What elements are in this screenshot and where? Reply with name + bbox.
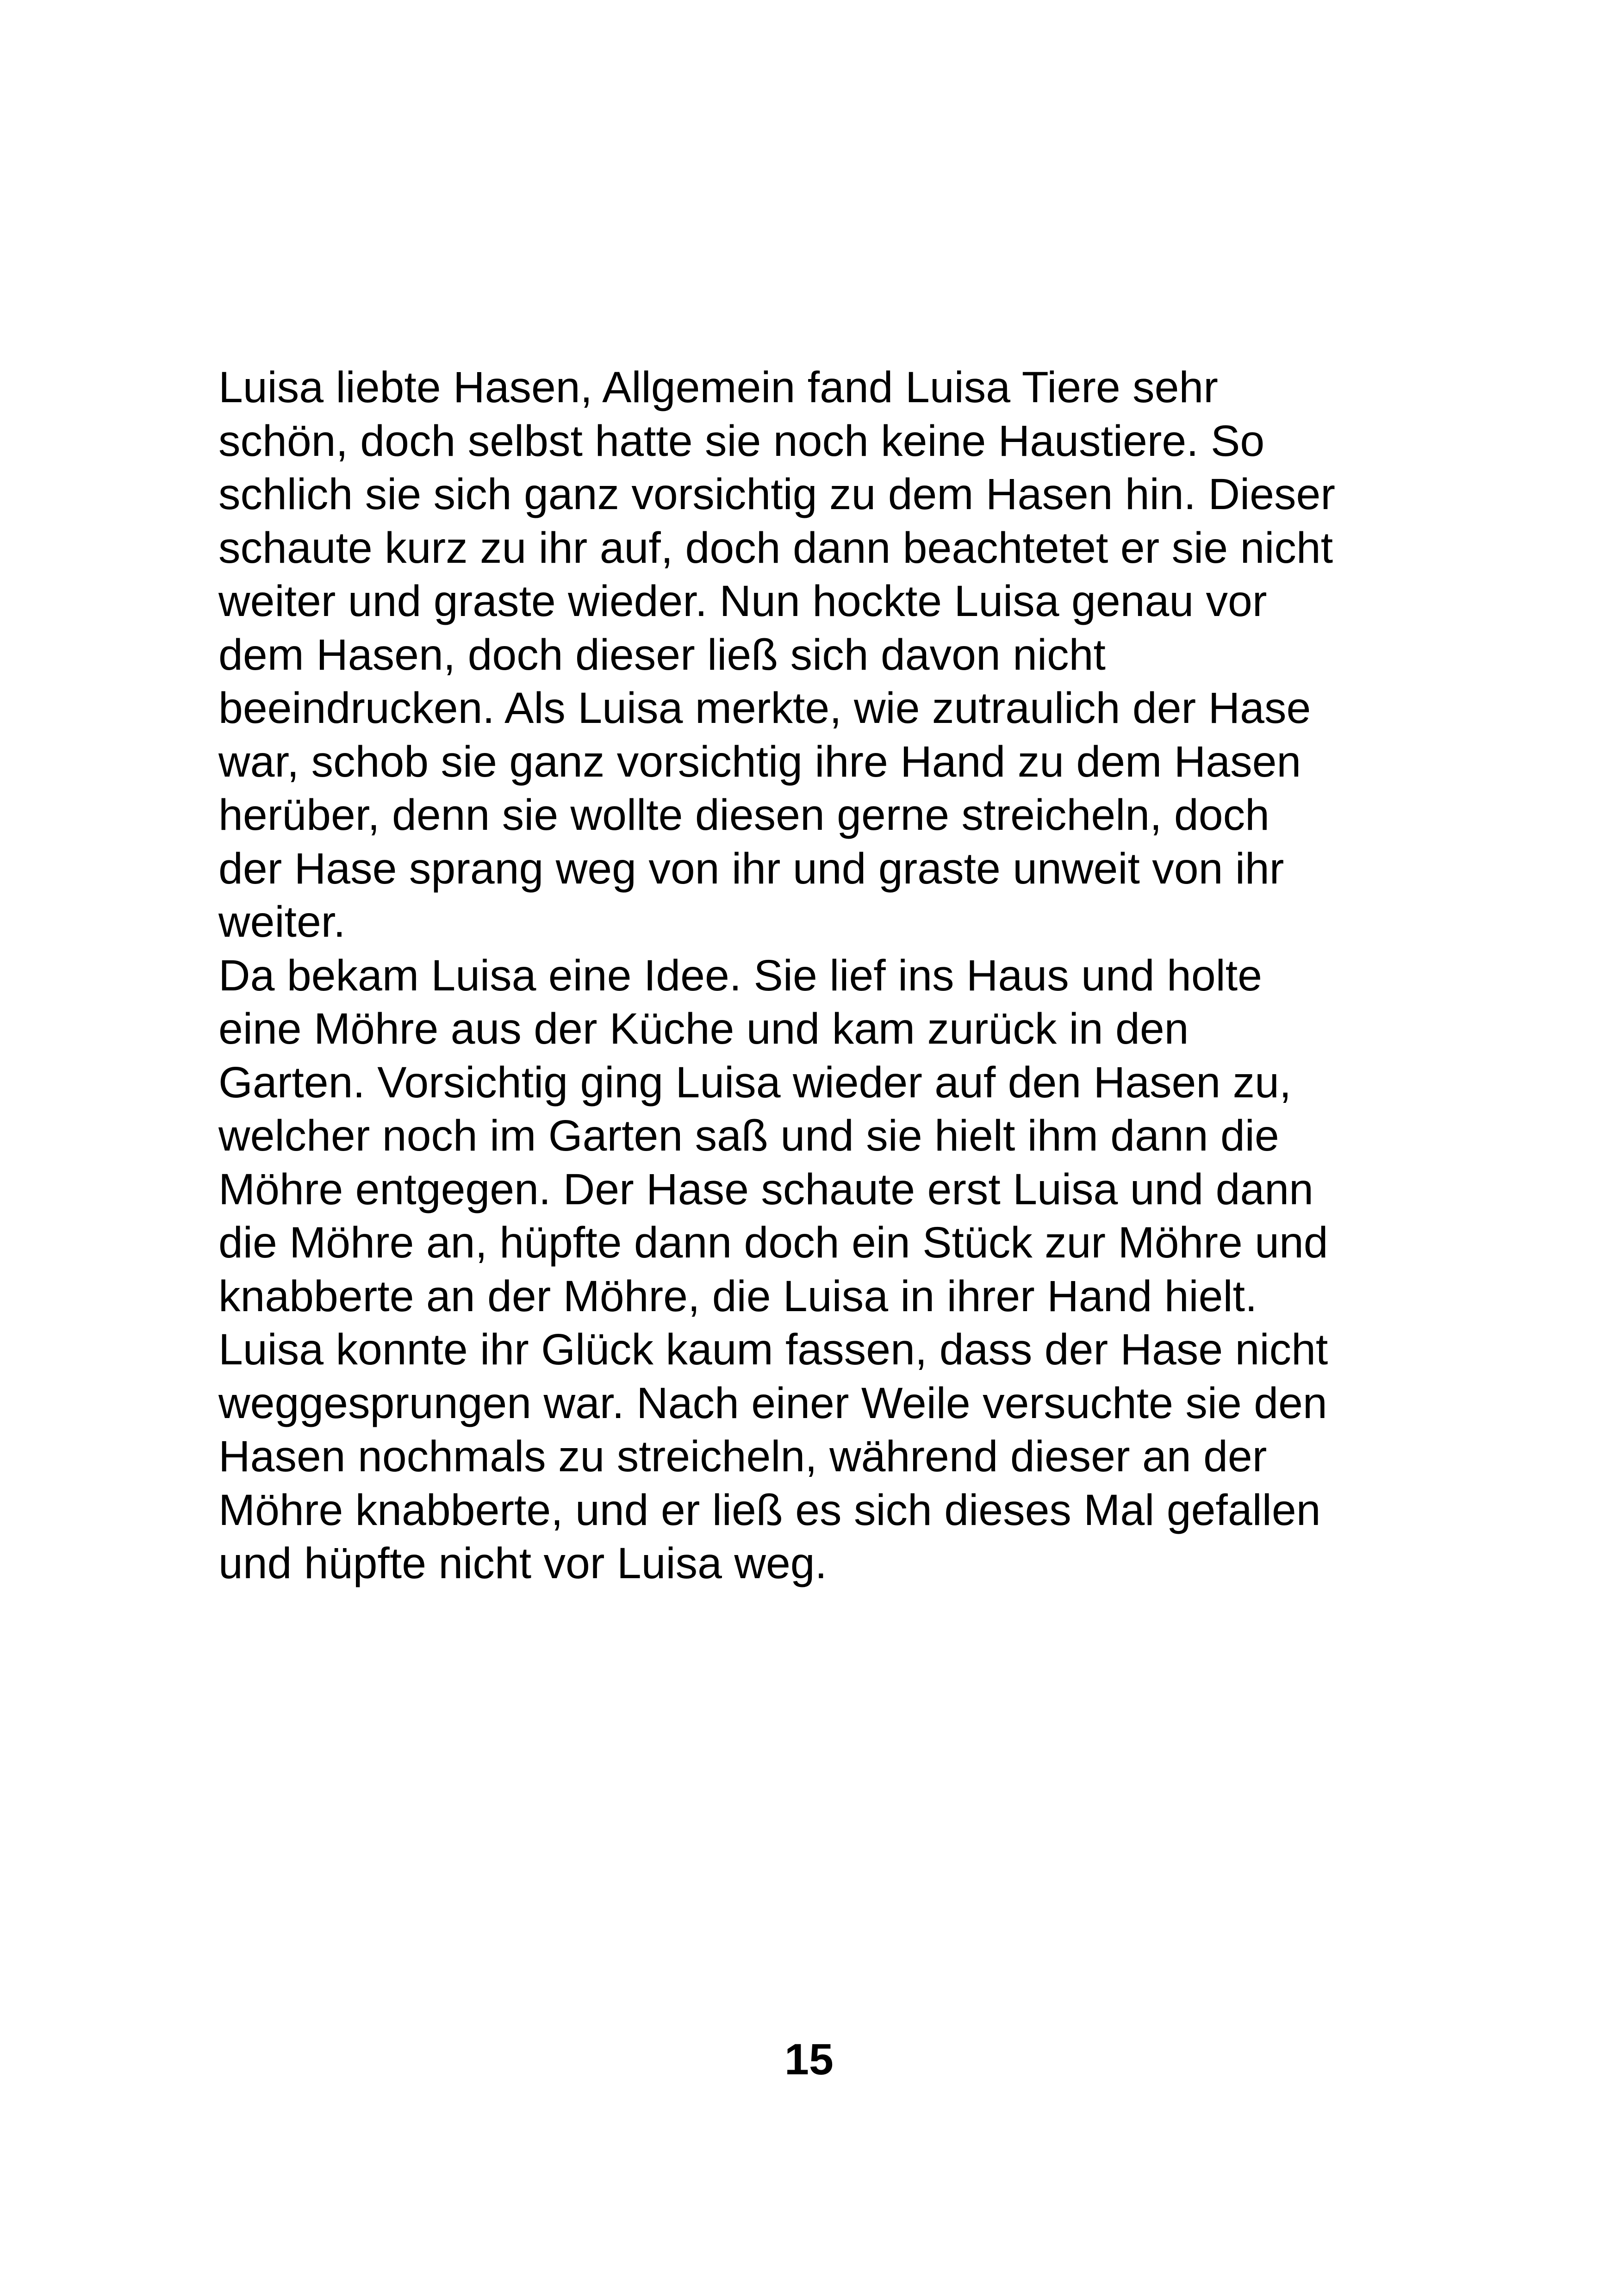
text-line: beeindrucken. Als Luisa merkte, wie zutraulich der Hase <box>218 684 1311 733</box>
text-line: weiter. <box>218 897 346 946</box>
text-line: Luisa konnte ihr Glück kaum fassen, dass der Hase nicht <box>218 1325 1328 1374</box>
text-line: dem Hasen, doch dieser ließ sich davon nicht <box>218 630 1106 679</box>
text-line: Garten. Vorsichtig ging Luisa wieder auf den Hasen zu, <box>218 1058 1292 1107</box>
text-line: knabberte an der Möhre, die Luisa in ihrer Hand hielt. <box>218 1271 1257 1321</box>
text-line: Möhre knabberte, und er ließ es sich dieses Mal gefallen <box>218 1485 1321 1535</box>
page-number: 15 <box>784 2035 834 2084</box>
text-line: schön, doch selbst hatte sie noch keine Haustiere. So <box>218 416 1265 466</box>
text-line: die Möhre an, hüpfte dann doch ein Stück zur Möhre und <box>218 1218 1328 1267</box>
text-line: war, schob sie ganz vorsichtig ihre Hand zu dem Hasen <box>218 737 1301 786</box>
text-line: Da bekam Luisa eine Idee. Sie lief ins Haus und holte <box>218 951 1262 1000</box>
text-line: eine Möhre aus der Küche und kam zurück in den <box>218 1004 1189 1053</box>
text-line: der Hase sprang weg von ihr und graste unweit von ihr <box>218 844 1284 893</box>
text-line: Möhre entgegen. Der Hase schaute erst Luisa und dann <box>218 1164 1313 1214</box>
text-line: schaute kurz zu ihr auf, doch dann beachtetet er sie nicht <box>218 523 1333 572</box>
text-line: weggesprungen war. Nach einer Weile versuchte sie den <box>218 1378 1327 1428</box>
text-line: Luisa liebte Hasen, Allgemein fand Luisa Tiere sehr <box>218 363 1218 412</box>
text-line: weiter und graste wieder. Nun hockte Luisa genau vor <box>218 577 1267 626</box>
text-line: Hasen nochmals zu streicheln, während dieser an der <box>218 1432 1267 1481</box>
text-line: schlich sie sich ganz vorsichtig zu dem Hasen hin. Dieser <box>218 470 1335 519</box>
text-line: und hüpfte nicht vor Luisa weg. <box>218 1539 828 1588</box>
body-text <box>218 361 1468 1591</box>
text-line: welcher noch im Garten saß und sie hielt ihm dann die <box>218 1111 1279 1160</box>
text-line: herüber, denn sie wollte diesen gerne streicheln, doch <box>218 790 1270 840</box>
